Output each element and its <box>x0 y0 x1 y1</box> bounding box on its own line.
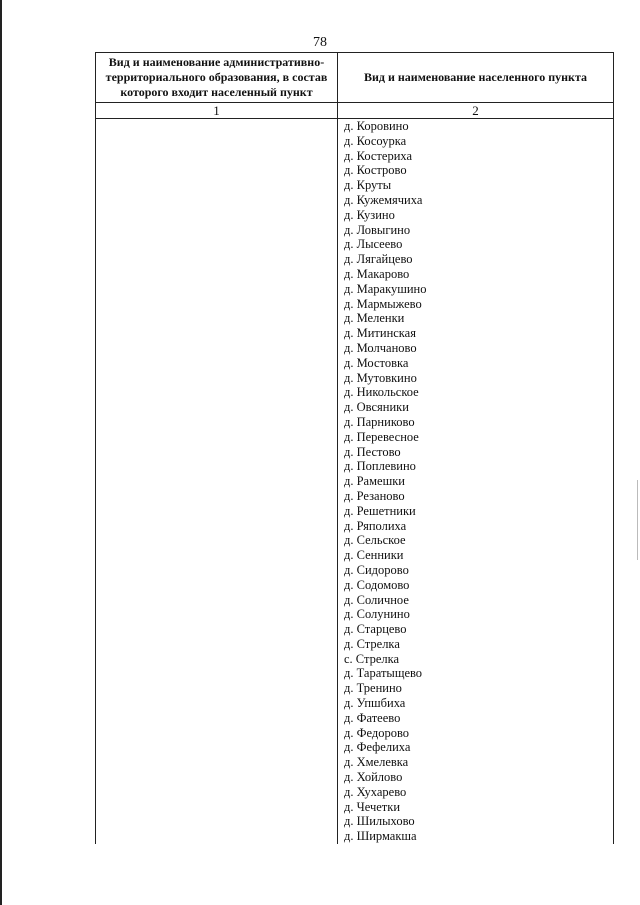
settlement-list <box>344 119 613 844</box>
list-item: д. Упшбиха <box>344 696 406 711</box>
list-item: д. Старцево <box>344 622 407 637</box>
list-item: д. Чечетки <box>344 799 401 814</box>
list-item: д. Никольское <box>344 385 419 400</box>
list-item: д. Ряполиха <box>344 518 407 533</box>
list-item: д. Молчаново <box>344 340 417 355</box>
settlements-table <box>95 52 614 844</box>
list-item: д. Фатеево <box>344 710 401 725</box>
list-item: д. Хухарево <box>344 784 407 799</box>
scan-edge-left <box>0 0 2 905</box>
column-number-row <box>96 103 614 119</box>
page-number: 78 <box>313 35 327 50</box>
list-item: д. Хмелевка <box>344 755 409 770</box>
list-item: д. Ширмакша <box>344 829 417 844</box>
list-item: д. Федорово <box>344 725 410 740</box>
list-item: д. Маракушино <box>344 281 427 296</box>
list-item: д. Пестово <box>344 444 401 459</box>
list-item: д. Круты <box>344 178 392 193</box>
list-item: д. Сенники <box>344 548 404 563</box>
list-item: д. Соличное <box>344 592 409 607</box>
list-item: д. Солунино <box>344 607 410 622</box>
list-item: д. Макарово <box>344 266 410 281</box>
list-item: д. Кужемячиха <box>344 192 423 207</box>
list-item: д. Мостовка <box>344 355 409 370</box>
list-item: д. Стрелка <box>344 636 400 651</box>
scan-edge-right <box>637 480 638 560</box>
list-item: д. Коровино <box>344 119 409 133</box>
list-item: д. Кузино <box>344 207 395 222</box>
table-body-row <box>96 119 614 845</box>
list-item: д. Хойлово <box>344 770 403 785</box>
list-item: д. Овсяники <box>344 400 409 415</box>
list-item: с. Стрелка <box>344 651 400 666</box>
list-item: д. Парниково <box>344 414 415 429</box>
list-item: д. Лягайцево <box>344 252 413 267</box>
list-item: д. Меленки <box>344 311 405 326</box>
list-item: д. Резаново <box>344 488 405 503</box>
list-item: д. Мутовкино <box>344 370 417 385</box>
list-item: д. Сидорово <box>344 562 409 577</box>
header-admin-unit: Вид и наименование административно-территориального образования, в состав которого входит населенный пункт <box>96 53 338 103</box>
list-item: д. Костериха <box>344 148 413 163</box>
list-item: д. Митинская <box>344 326 416 341</box>
list-item: д. Ловыгино <box>344 222 411 237</box>
admin-unit-cell <box>96 119 338 845</box>
list-item: д. Решетники <box>344 503 416 518</box>
list-item: д. Таратыщево <box>344 666 423 681</box>
header-row <box>96 53 614 103</box>
list-item: д. Косоурка <box>344 133 407 148</box>
list-item: д. Фефелиха <box>344 740 411 755</box>
list-item: д. Тренино <box>344 681 402 696</box>
header-settlement: Вид и наименование населенного пункта <box>338 53 614 103</box>
list-item: д. Сельское <box>344 533 406 548</box>
list-item: д. Шилыхово <box>344 814 415 829</box>
column-number-2: 2 <box>338 103 614 119</box>
list-item: д. Кострово <box>344 163 407 178</box>
list-item: д. Мармыжево <box>344 296 422 311</box>
list-item: д. Перевесное <box>344 429 419 444</box>
list-item: д. Поплевино <box>344 459 416 474</box>
settlement-list-cell <box>338 119 614 845</box>
list-item: д. Рамешки <box>344 474 405 489</box>
list-item: д. Лысеево <box>344 237 403 252</box>
list-item: д. Содомово <box>344 577 410 592</box>
column-number-1: 1 <box>96 103 338 119</box>
